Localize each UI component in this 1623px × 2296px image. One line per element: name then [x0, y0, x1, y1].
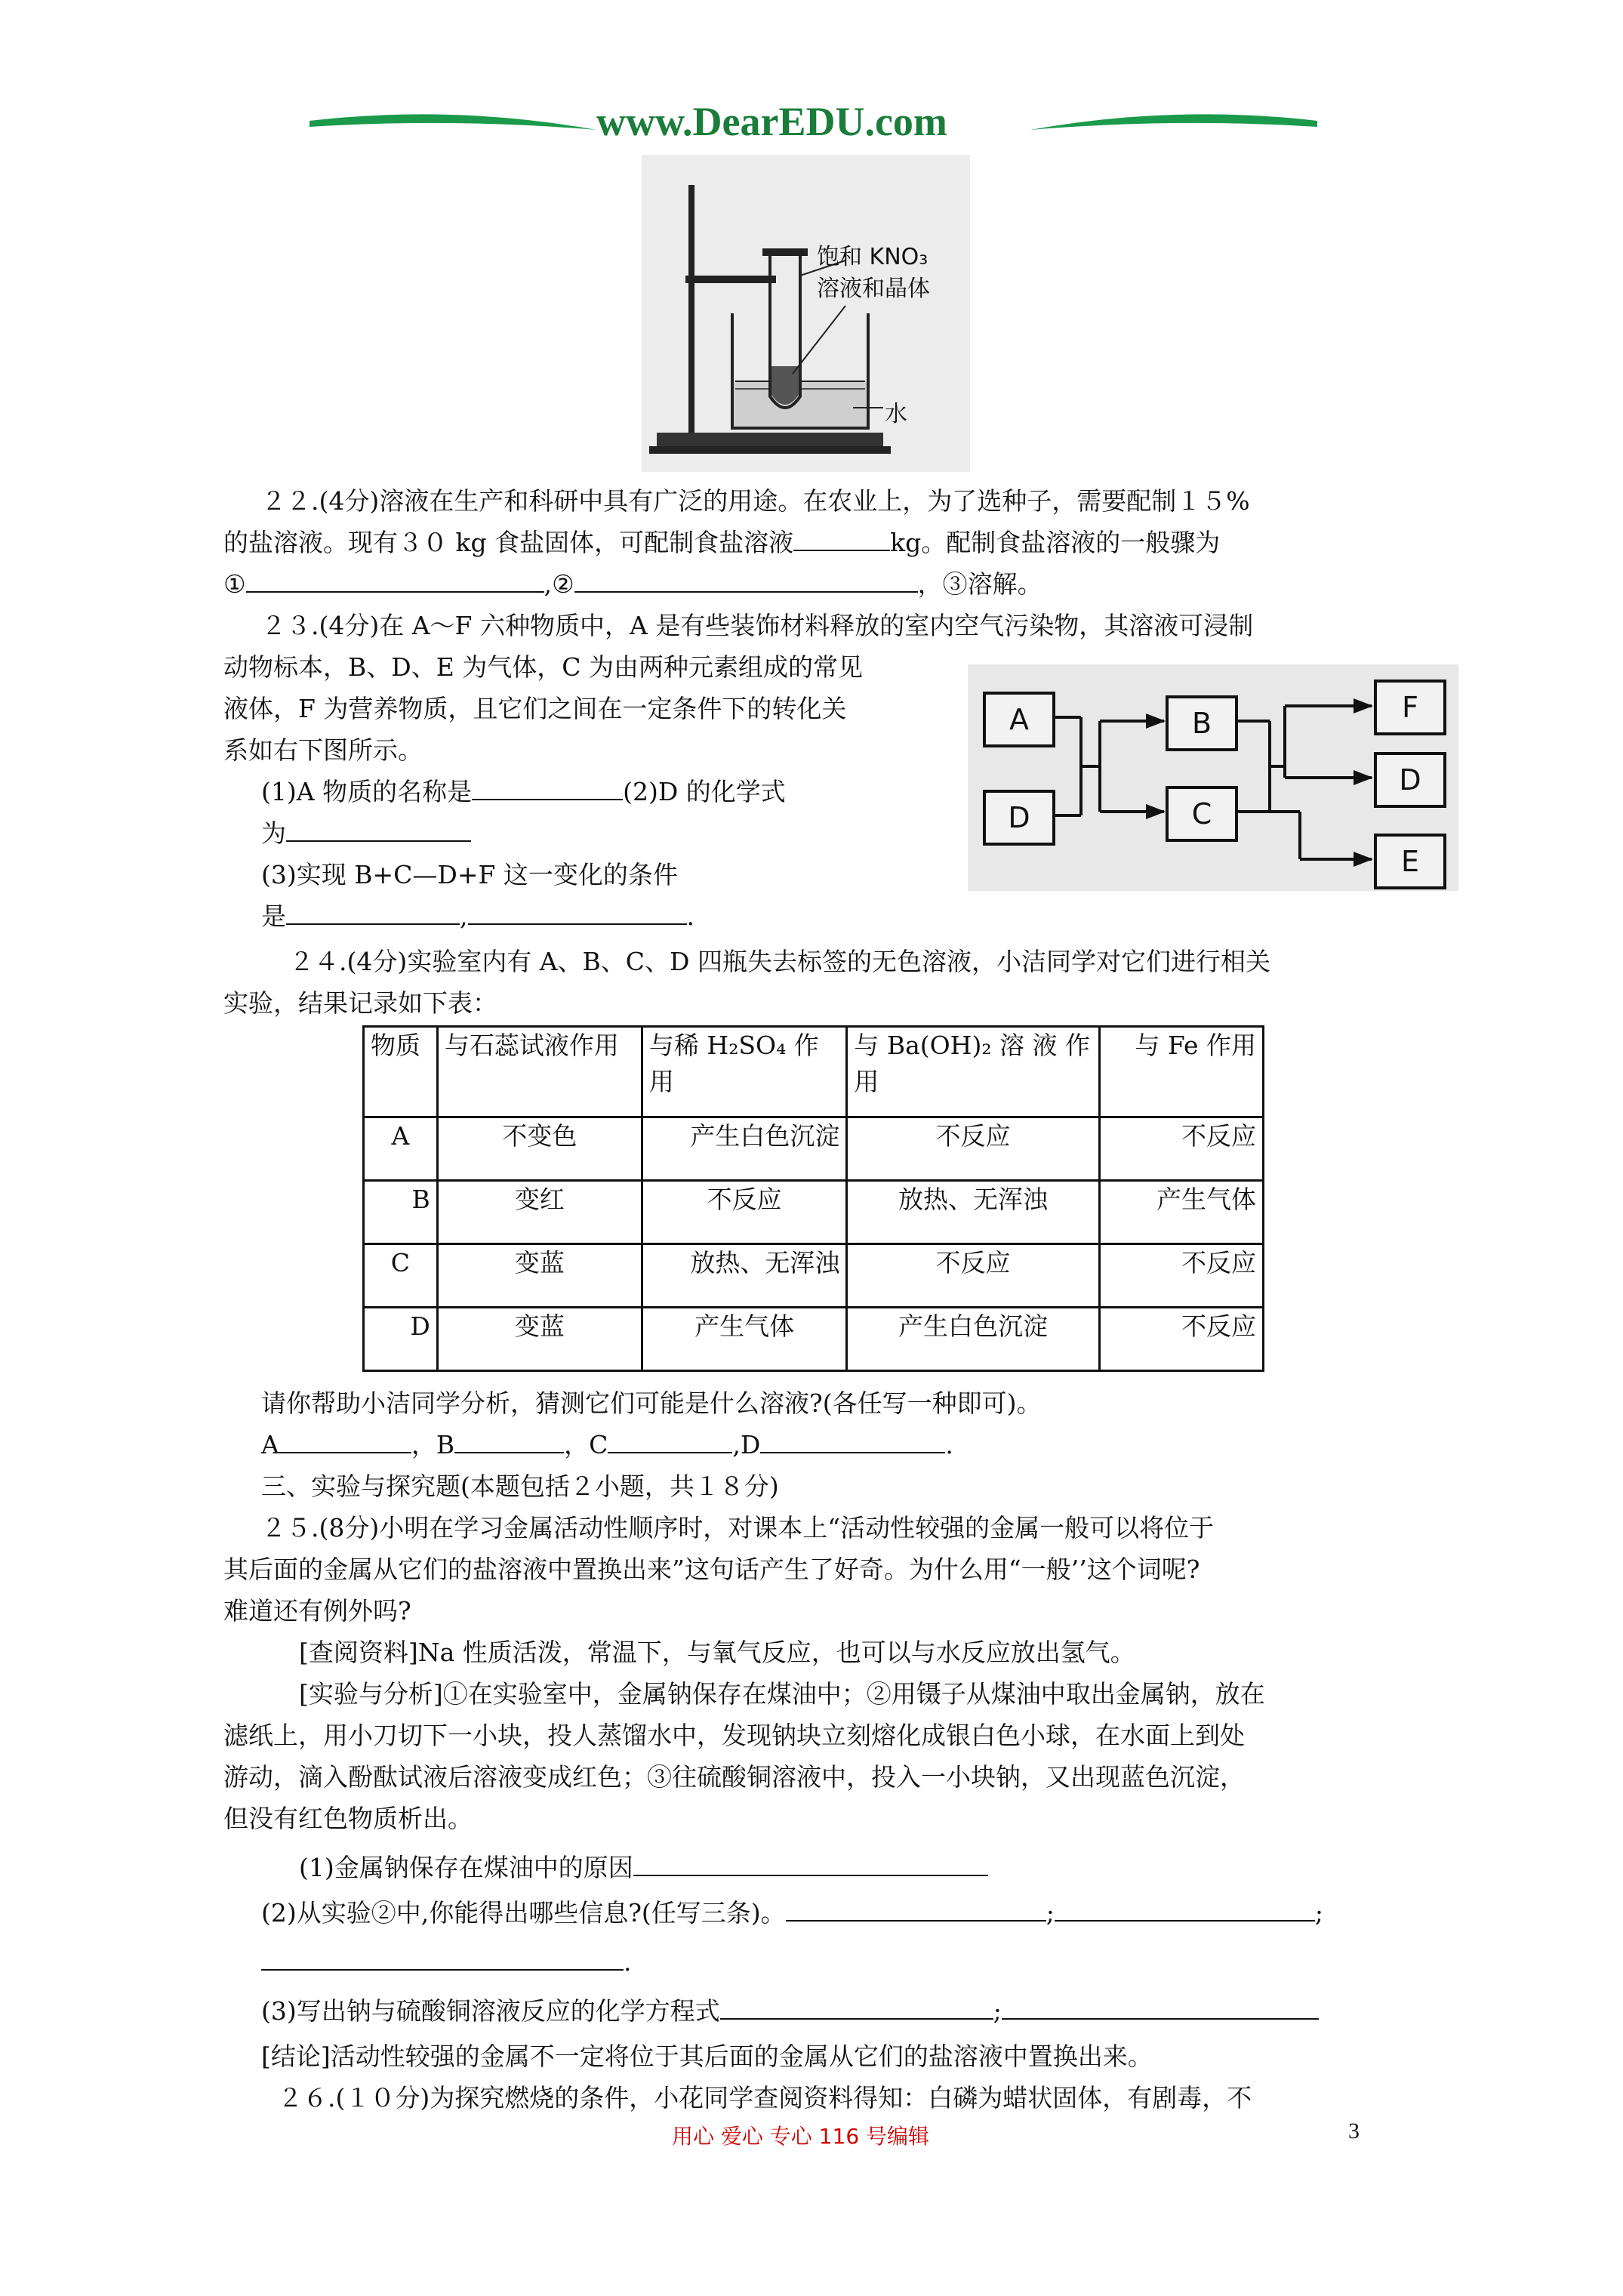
table-cell: 不反应 [642, 1181, 846, 1244]
table-row [364, 1117, 1264, 1181]
right-swoosh-icon [1030, 104, 1317, 149]
table-cell: 放热、无浑浊 [847, 1181, 1099, 1244]
q25-conclusion: [结论]活动性较强的金属不一定将位于其后面的金属从它们的盐溶液中置换出来。 [261, 2042, 1153, 2071]
q22-line2 [223, 521, 1220, 565]
q24-ans-end: . [945, 1430, 953, 1459]
section3-title: 三、实验与探究题(本题包括２小题，共１８分) [261, 1472, 779, 1501]
q22-line2a: 的盐溶液。现有３０ kg 食盐固体，可配制食盐溶液 [223, 528, 794, 557]
q25-s2-text: (2)从实验②中,你能得出哪些信息?(任写三条)。 [261, 1898, 786, 1928]
q25-s2-sep1: ; [1046, 1898, 1055, 1928]
table-header-row [364, 1027, 1264, 1117]
q23-line3: 液体，F 为营养物质，且它们之间在一定条件下的转化关 [223, 694, 847, 723]
q24-ans-b-label: ，B [411, 1430, 455, 1459]
q25-s2-sep2: ; [1314, 1898, 1323, 1928]
q22-line3 [223, 562, 1042, 606]
table-header-cell: 与稀 H₂SO₄ 作用 [642, 1027, 846, 1117]
q25-s1-text: (1)金属钠保存在煤油中的原因 [299, 1853, 633, 1882]
label-water: 水 [885, 401, 907, 427]
table-cell: A [364, 1117, 438, 1181]
q22-line3c: ，③溶解。 [917, 569, 1042, 599]
q25-exp3: 游动，滴入酚酞试液后溶液变成红色；③往硫酸铜溶液中，投入一小块钠，又出现蓝色沉淀， [223, 1762, 1245, 1792]
table-cell: C [364, 1244, 438, 1308]
conversion-diagram [968, 664, 1458, 891]
q22-line2b: kg。配制食盐溶液的一般骤为 [890, 528, 1221, 557]
q22-blank-step1[interactable] [246, 566, 544, 593]
table-header-cell: 与石蕊试液作用 [437, 1027, 642, 1117]
table-row [364, 1308, 1264, 1371]
q24-answers [261, 1423, 953, 1467]
table-cell: 不变色 [437, 1117, 642, 1181]
diagram-box-a: A [983, 692, 1055, 747]
q25-s3-text: (3)写出钠与硫酸铜溶液反应的化学方程式 [261, 1996, 720, 2026]
q23-blank-a-name[interactable] [472, 773, 623, 800]
q22-blank-kg[interactable] [793, 524, 890, 551]
diagram-box-f: F [1374, 680, 1446, 735]
q25-s3-sep: ; [993, 1996, 1002, 2026]
q22-blank-step2[interactable] [574, 566, 918, 593]
table-header-cell: 与 Ba(OH)₂ 溶 液 作用 [847, 1027, 1099, 1117]
table-cell: 产生气体 [642, 1308, 846, 1371]
table-cell: 变蓝 [437, 1308, 642, 1371]
q24-ans-a-label: A [261, 1430, 279, 1459]
apparatus-figure [642, 155, 970, 472]
q23-sub1a: (1)A 物质的名称是 [261, 777, 473, 806]
q25-blank-info2[interactable] [1055, 1894, 1315, 1922]
footer-text: 用心 爱心 专心 116 号编辑 [672, 2124, 930, 2149]
q25-blank-eq1[interactable] [720, 1992, 993, 2020]
table-cell: 不反应 [1099, 1308, 1263, 1371]
diagram-box-b: B [1166, 695, 1238, 751]
diagram-box-d-left: D [983, 790, 1055, 846]
q26-line1: ２６.(１０分)为探究燃烧的条件，小花同学查阅资料得知：白磷为蜡状固体，有剧毒，不 [278, 2083, 1252, 2113]
q25-blank-info1[interactable] [786, 1894, 1046, 1922]
table-cell: 不反应 [1099, 1117, 1263, 1181]
q23-sub3-cont [261, 895, 694, 938]
table-cell: 不反应 [847, 1117, 1099, 1181]
label-kno3: 饱和 KNO₃ [817, 244, 929, 270]
q23-sub3: (3)实现 B+C—D+F 这一变化的条件 [261, 860, 678, 889]
q23-sub1b: (2)D 的化学式 [623, 777, 786, 806]
table-cell: 变蓝 [437, 1244, 642, 1308]
table-header-cell: 与 Fe 作用 [1099, 1027, 1263, 1117]
q24-line2: 实验，结果记录如下表： [223, 988, 497, 1018]
q23-line1: ２３.(4分)在 A～F 六种物质中，A 是有些装饰材料释放的室内空气污染物，其溶液可浸制 [261, 611, 1254, 640]
q22-line3a: ① [223, 569, 246, 599]
q22-line1: ２２.(4分)溶液在生产和科研中具有广泛的用途。在农业上，为了选种子，需要配制１５% [261, 486, 1250, 516]
results-table [362, 1025, 1264, 1372]
q25-blank-info3[interactable] [261, 1943, 624, 1971]
q24-blank-b[interactable] [454, 1426, 564, 1453]
q25-s3 [261, 1989, 1319, 2033]
q23-sub1 [261, 770, 786, 814]
table-header-cell: 物质 [364, 1027, 438, 1117]
q24-line1: ２４.(4分)实验室内有 A、B、C、D 四瓶失去标签的无色溶液，小洁同学对它们进行相关 [289, 947, 1271, 976]
q24-ans-c-label: ，C [564, 1430, 608, 1459]
beaker-apparatus-icon [642, 155, 970, 472]
table-cell: 不反应 [847, 1244, 1099, 1308]
q25-s2-end: . [624, 1947, 632, 1977]
q23-sub3c: , [460, 901, 468, 931]
q25-s1 [299, 1846, 988, 1890]
q25-line2: 其后面的金属从它们的盐溶液中置换出来”这句话产生了好奇。为什么用“一般’’这个词呢? [223, 1555, 1200, 1584]
left-swoosh-icon [310, 104, 596, 149]
q24-after: 请你帮助小洁同学分析，猜测它们可能是什么溶液?(各任写一种即可)。 [261, 1388, 1042, 1418]
q24-ans-d-label: ,D [732, 1430, 761, 1459]
q23-line2: 动物标本，B、D、E 为气体，C 为由两种元素组成的常见 [223, 652, 864, 682]
diagram-box-d-right: D [1374, 752, 1446, 808]
q24-blank-d[interactable] [760, 1426, 945, 1453]
q24-blank-c[interactable] [608, 1426, 732, 1453]
q25-exp1: [实验与分析]①在实验室中，金属钠保存在煤油中；②用镊子从煤油中取出金属钠，放在 [299, 1679, 1265, 1709]
q25-exp4: 但没有红色物质析出。 [223, 1804, 473, 1833]
site-title[interactable]: www.DearEDU.com [596, 99, 947, 144]
table-row [364, 1181, 1264, 1244]
q25-exp2: 滤纸上，用小刀切下一小块，投人蒸馏水中，发现钠块立刻熔化成银白色小球，在水面上到处 [223, 1721, 1245, 1750]
table-cell: B [364, 1181, 438, 1244]
q23-sub1-cont [261, 812, 471, 855]
q25-line1: ２５.(8分)小明在学习金属活动性顺序时，对课本上“活动性较强的金属一般可以将位于 [261, 1513, 1215, 1542]
q23-blank-d-formula[interactable] [286, 815, 471, 842]
q25-blank-reason[interactable] [633, 1849, 988, 1876]
table-cell: D [364, 1308, 438, 1371]
table-cell: 放热、无浑浊 [642, 1244, 846, 1308]
q25-line3: 难道还有例外吗? [223, 1596, 411, 1626]
table-cell: 产生白色沉淀 [847, 1308, 1099, 1371]
page-number: 3 [1348, 2119, 1360, 2143]
q23-sub3b: 是 [261, 901, 286, 931]
diagram-box-c: C [1166, 786, 1238, 842]
q23-blank-cond1[interactable] [286, 898, 460, 925]
q23-sub3d: . [686, 901, 694, 931]
q23-sub1c: 为 [261, 818, 286, 848]
table-cell: 产生白色沉淀 [642, 1117, 846, 1181]
q22-line3b: ,② [544, 569, 574, 599]
q25-s2 [261, 1891, 1323, 1935]
table-cell: 变红 [437, 1181, 642, 1244]
diagram-box-e: E [1374, 834, 1446, 889]
table-cell: 不反应 [1099, 1244, 1263, 1308]
q25-s2-cont [261, 1940, 632, 1984]
q25-blank-eq2[interactable] [1002, 1992, 1319, 2020]
label-crystal: 溶液和晶体 [817, 276, 930, 302]
q25-info: [查阅资料]Na 性质活泼，常温下，与氧气反应，也可以与水反应放出氢气。 [299, 1638, 1135, 1667]
table-cell: 产生气体 [1099, 1181, 1263, 1244]
table-row [364, 1244, 1264, 1308]
q23-line4: 系如右下图所示。 [223, 735, 423, 765]
q23-blank-cond2[interactable] [468, 898, 687, 925]
q24-blank-a[interactable] [279, 1426, 411, 1453]
